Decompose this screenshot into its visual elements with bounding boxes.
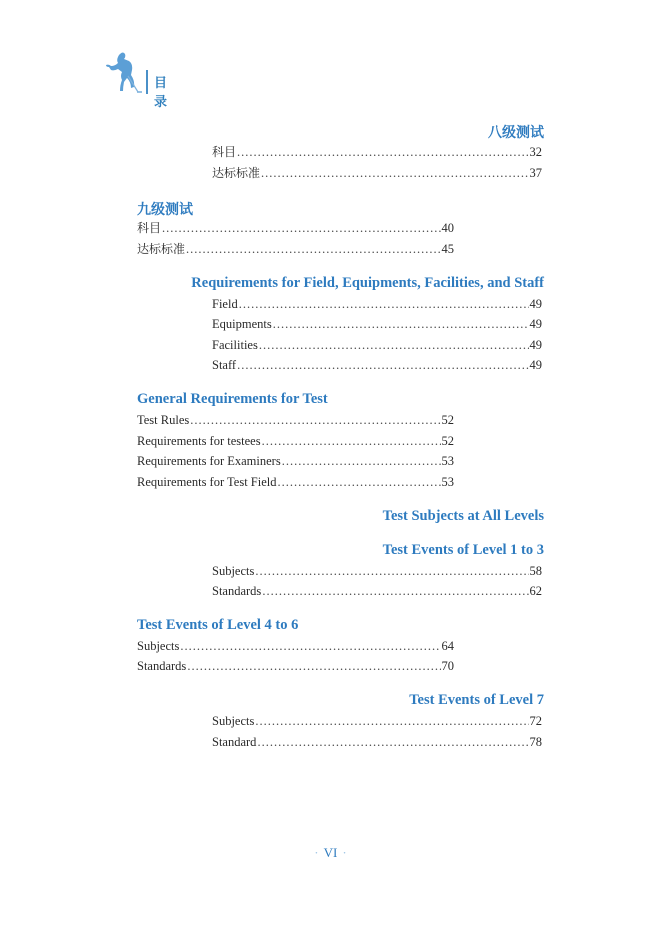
toc-heading-field-requirements[interactable]: Requirements for Field, Equipments, Facilities, and Staff: [191, 275, 544, 291]
toc-heading-level-9[interactable]: 九级测试: [137, 202, 193, 218]
header-divider: [146, 70, 148, 94]
toc-entry[interactable]: [137, 657, 454, 675]
dot-leader: [255, 562, 528, 580]
toc-entry[interactable]: [137, 473, 454, 491]
toc-entry-label: Field: [212, 297, 238, 311]
toc-entry[interactable]: [137, 452, 454, 470]
page-number: VI: [323, 845, 338, 860]
toc-entry-page: 52: [441, 413, 454, 427]
toc-heading-general-requirements[interactable]: General Requirements for Test: [137, 391, 328, 407]
toc-entry-page: 32: [529, 145, 542, 159]
toc-entry-label: Test Rules: [137, 413, 190, 427]
toc-entry-page: 37: [529, 166, 542, 180]
toc-entry-page: 49: [529, 317, 542, 331]
toc-entry[interactable]: [212, 356, 542, 374]
toc-entry[interactable]: [137, 637, 454, 655]
dot-leader: [282, 452, 441, 470]
dot-leader: [262, 582, 528, 600]
toc-heading-level-8[interactable]: 八级测试: [488, 125, 544, 141]
dot-leader: [239, 295, 529, 313]
toc-entry-label: Standard: [212, 735, 257, 749]
toc-entry[interactable]: [212, 562, 542, 580]
toc-entry-page: 70: [441, 659, 454, 673]
toc-entry-page: 45: [441, 242, 454, 256]
toc-entry[interactable]: [212, 143, 542, 161]
toc-entry-label: Equipments: [212, 317, 272, 331]
hockey-player-silhouette-icon: [104, 50, 146, 96]
toc-entry-page: 49: [529, 358, 542, 372]
toc-entry-page: 62: [529, 584, 542, 598]
toc-entry-page: 64: [441, 639, 454, 653]
toc-entry[interactable]: [212, 712, 542, 730]
toc-entry[interactable]: [137, 411, 454, 429]
toc-entry-label: Subjects: [212, 714, 255, 728]
toc-entry-label: 达标标准: [212, 166, 261, 180]
toc-entry-label: Requirements for Test Field: [137, 475, 277, 489]
toc-entry-page: 40: [441, 221, 454, 235]
toc-entry[interactable]: [212, 733, 542, 751]
toc-entry[interactable]: [212, 164, 542, 182]
dot-leader: [190, 411, 440, 429]
toc-entry[interactable]: [137, 432, 454, 450]
dot-leader: [278, 473, 441, 491]
dot-leader: [237, 356, 528, 374]
toc-entry-label: Staff: [212, 358, 237, 372]
dot-leader: [262, 432, 441, 450]
toc-entry-label: Requirements for Examiners: [137, 454, 281, 468]
toc-entry-label: 科目: [137, 221, 162, 235]
toc-entry-page: 49: [529, 338, 542, 352]
header-title: 目录: [154, 76, 174, 110]
dot-leader: [257, 733, 528, 751]
toc-entry-label: 科目: [212, 145, 237, 159]
dot-leader: [261, 164, 528, 182]
toc-entry-page: 78: [529, 735, 542, 749]
toc-entry-page: 49: [529, 297, 542, 311]
toc-heading-level-4-6[interactable]: Test Events of Level 4 to 6: [137, 617, 299, 633]
dot-leader: [180, 637, 440, 655]
toc-entry[interactable]: [137, 219, 454, 237]
toc-entry-label: Standards: [137, 659, 187, 673]
dot-leader: [187, 657, 440, 675]
toc-entry-label: Requirements for testees: [137, 434, 261, 448]
dot-leader: [255, 712, 528, 730]
toc-entry-page: 52: [441, 434, 454, 448]
toc-heading-test-subjects[interactable]: Test Subjects at All Levels: [382, 508, 544, 524]
dot-leader: [186, 240, 440, 258]
dot-leader: [162, 219, 440, 237]
toc-heading-level-1-3[interactable]: Test Events of Level 1 to 3: [382, 542, 544, 558]
dot-leader: [259, 336, 529, 354]
toc-entry-label: Standards: [212, 584, 262, 598]
page-footer: [0, 845, 661, 861]
dot-leader: [237, 143, 528, 161]
toc-entry[interactable]: [212, 315, 542, 333]
footer-separator: ·: [342, 845, 347, 860]
toc-entry-page: 72: [529, 714, 542, 728]
footer-separator: ·: [314, 845, 319, 860]
toc-entry-label: Subjects: [137, 639, 180, 653]
toc-heading-level-7[interactable]: Test Events of Level 7: [409, 692, 544, 708]
dot-leader: [273, 315, 529, 333]
toc-entry[interactable]: [212, 582, 542, 600]
toc-entry[interactable]: [137, 240, 454, 258]
toc-entry-label: Facilities: [212, 338, 258, 352]
toc-entry-page: 53: [441, 475, 454, 489]
toc-entry-page: 53: [441, 454, 454, 468]
toc-entry-label: 达标标准: [137, 242, 186, 256]
toc-entry[interactable]: [212, 295, 542, 313]
toc-entry[interactable]: [212, 336, 542, 354]
toc-entry-label: Subjects: [212, 564, 255, 578]
toc-entry-page: 58: [529, 564, 542, 578]
